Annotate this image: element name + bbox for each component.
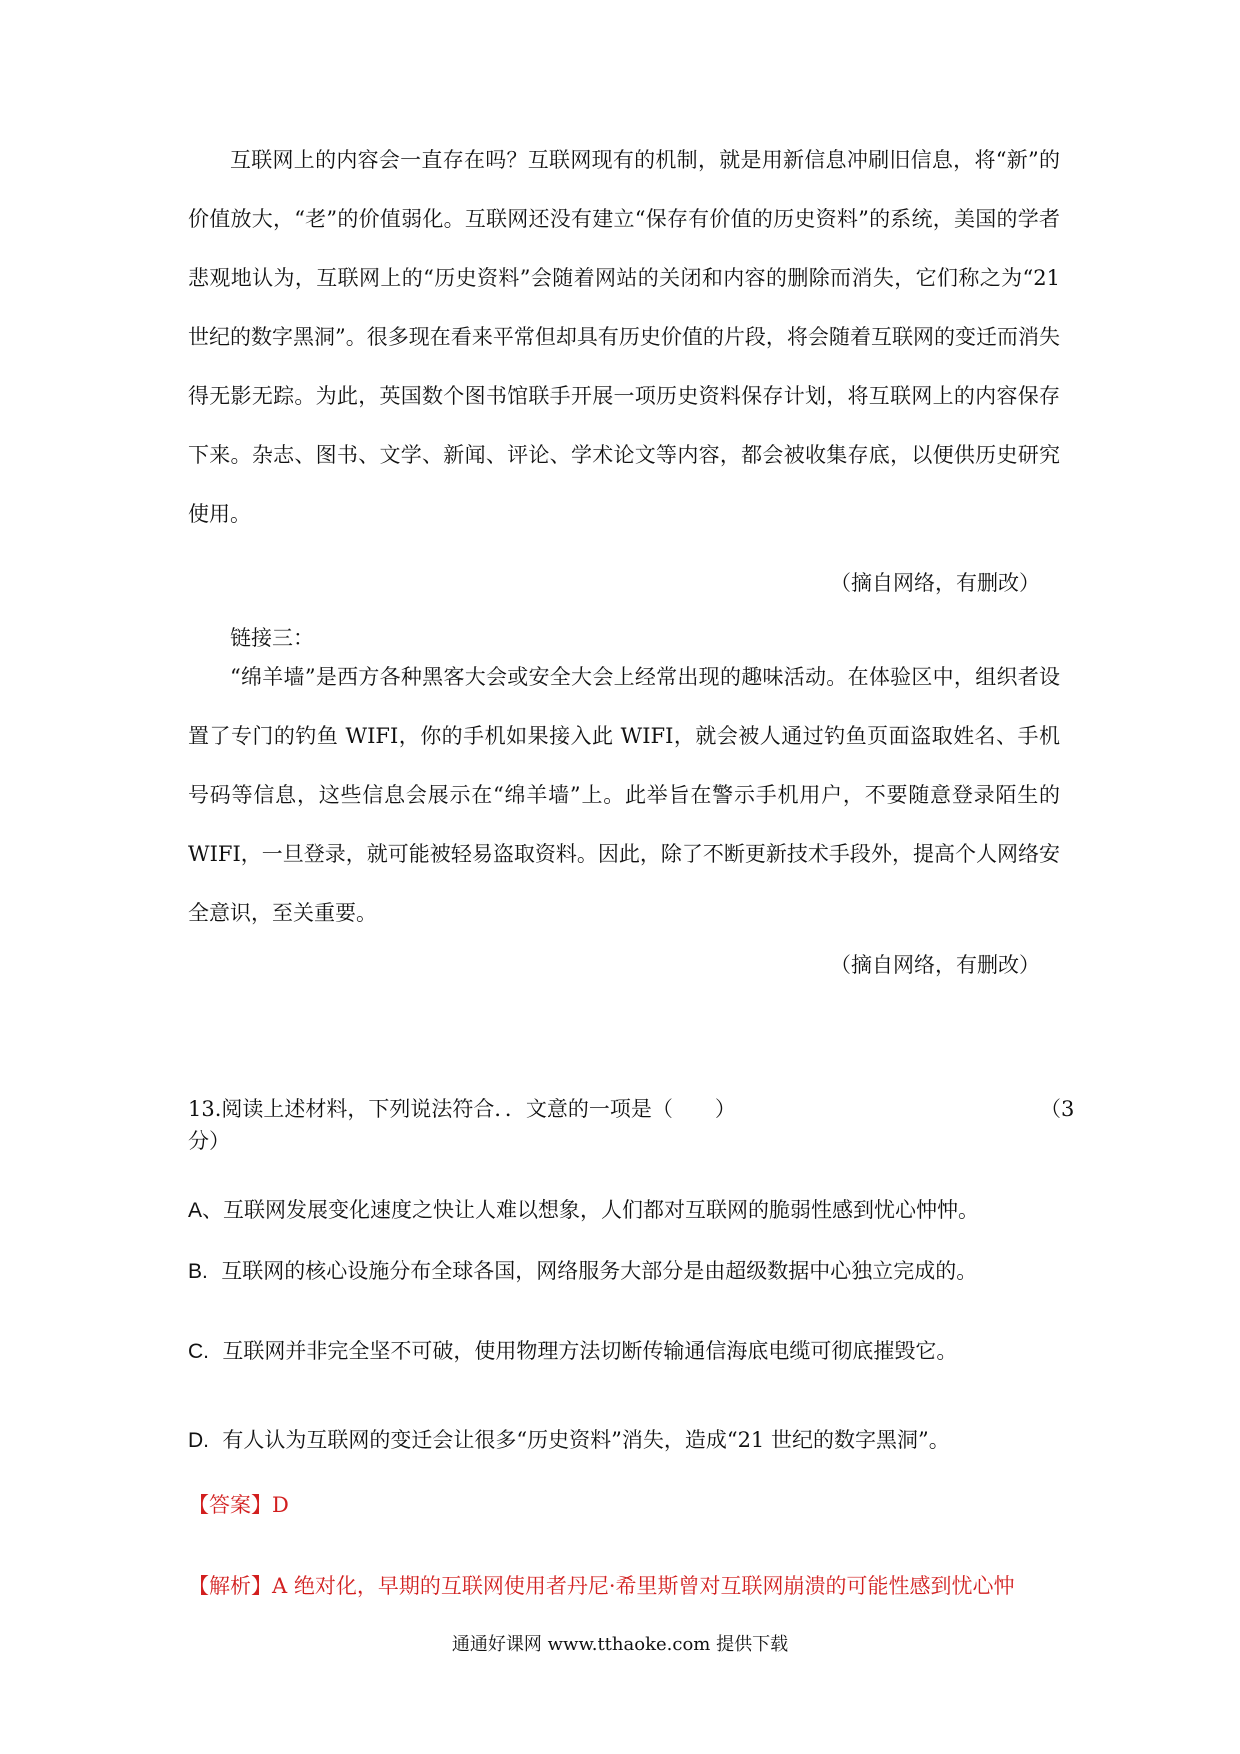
answer-label: 【答案】 — [188, 1493, 272, 1517]
passage-paragraph-1: 互联网上的内容会一直存在吗？互联网现有的机制，就是用新信息冲刷旧信息，将“新”的价值放大，“老”的价值弱化。互联网还没有建立“保存有价值的历史资料”的系统，美国的学者悲观地认为，互联网上的“历史资料”会随着网站的关闭和内容的删除而消失，它们称之为“21 世纪的数字黑洞”。很多现在看来平常但却具有历史价值的片段，将会随着互联网的变迁而消失得无影无踪。为此，英国数个图书馆联手开展一项历史资料保存计划，将互联网上的内容保存下来。杂志、图书、文学、新闻、评论、学术论文等内容，都会被收集存底，以便供历史研究使用。 — [188, 148, 1060, 526]
source-note-2: （摘自网络，有删改） — [830, 953, 1040, 977]
option-a-text: 互联网发展变化速度之快让人难以想象，人们都对互联网的脆弱性感到忧心忡忡。 — [223, 1198, 980, 1222]
analysis-label: 【解析】 — [188, 1574, 272, 1598]
answer-line — [188, 1490, 289, 1520]
option-b-letter: B. — [188, 1260, 208, 1283]
question-score-close: 分） — [188, 1129, 230, 1153]
passage-paragraph-2: “绵羊墙”是西方各种黑客大会或安全大会上经常出现的趣味活动。在体验区中，组织者设置了专门的钓鱼 WIFI，你的手机如果接入此 WIFI，就会被人通过钓鱼页面盗取姓名、手机号码等信息，这些信息会展示在“绵羊墙”上。此举旨在警示手机用户，不要随意登录陌生的 WIFI，一旦登录，就可能被轻易盗取资料。因此，除了不断更新技术手段外，提高个人网络安全意识，至关重要。 — [188, 665, 1060, 925]
option-d — [188, 1425, 950, 1456]
option-c-text: 互联网并非完全坚不可破，使用物理方法切断传输通信海底电缆可彻底摧毁它。 — [222, 1339, 958, 1363]
answer-value: D — [272, 1493, 289, 1517]
analysis-text: A 绝对化，早期的互联网使用者丹尼·希里斯曾对互联网崩溃的可能性感到忧心忡 — [272, 1574, 1015, 1598]
option-b — [188, 1256, 977, 1287]
option-d-letter: D. — [188, 1429, 209, 1452]
link-three-heading: 链接三： — [230, 626, 314, 650]
analysis-line — [188, 1571, 1015, 1601]
option-a — [188, 1195, 979, 1226]
question-stem: 13.阅读上述材料，下列说法符合．．文意的一项是（ ） — [188, 1097, 736, 1121]
source-note-1: （摘自网络，有删改） — [830, 571, 1040, 595]
option-a-letter: A、 — [188, 1199, 224, 1222]
option-c — [188, 1336, 957, 1367]
question-score-open: （3 — [1040, 1097, 1075, 1121]
page-footer: 通通好课网 www.tthaoke.com 提供下载 — [451, 1634, 789, 1655]
option-c-letter: C. — [188, 1340, 209, 1363]
option-b-text: 互联网的核心设施分布全球各国，网络服务大部分是由超级数据中心独立完成的。 — [221, 1259, 978, 1283]
option-d-text: 有人认为互联网的变迁会让很多“历史资料”消失，造成“21 世纪的数字黑洞”。 — [222, 1428, 950, 1452]
